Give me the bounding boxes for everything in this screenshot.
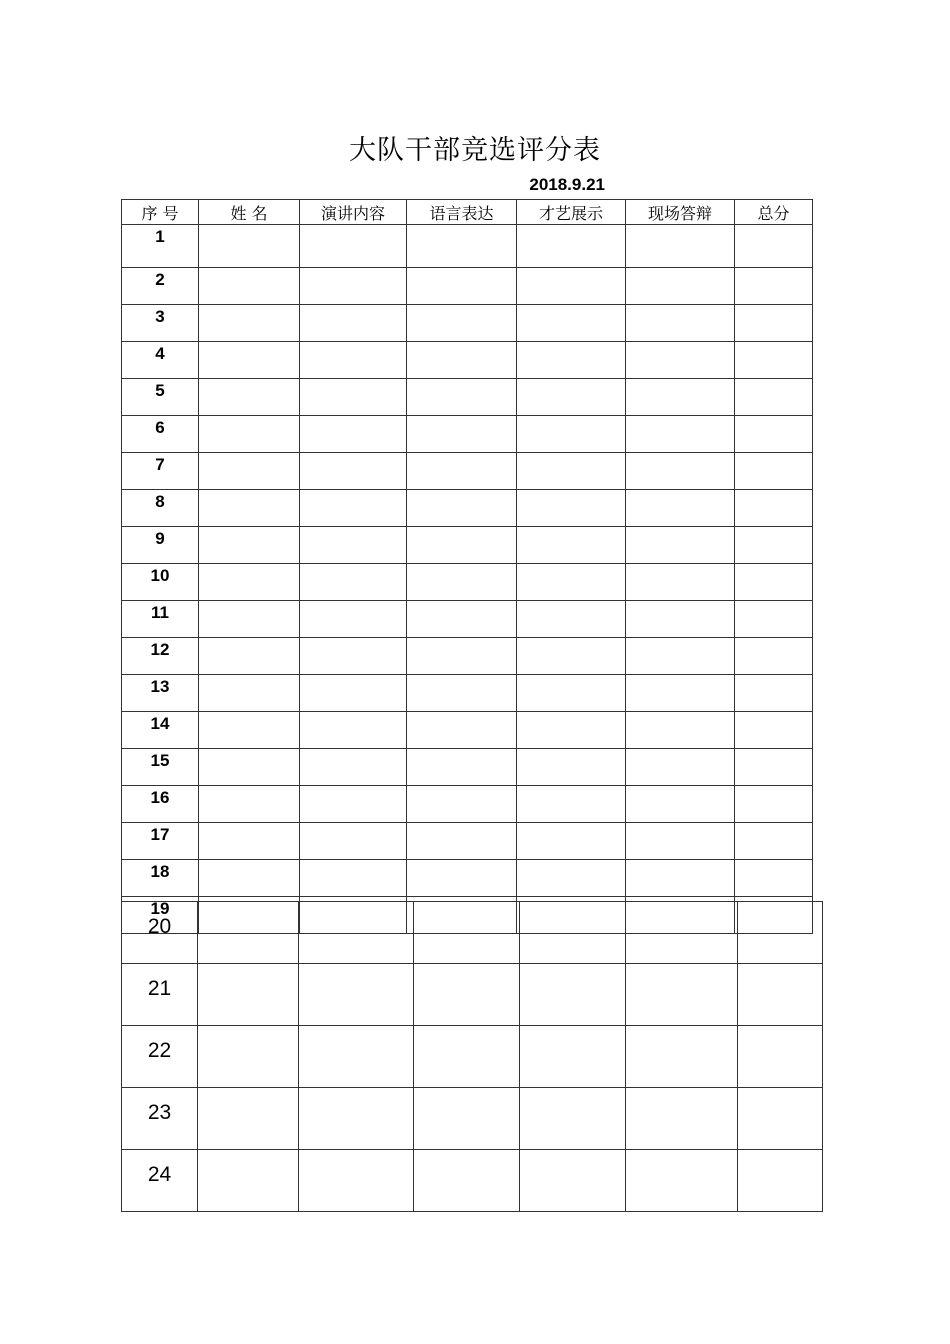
talent-score-cell[interactable] <box>517 305 626 342</box>
expression-score-cell[interactable] <box>414 964 520 1026</box>
talent-score-cell[interactable] <box>517 638 626 675</box>
qa-score-cell[interactable] <box>626 638 735 675</box>
total-score-cell[interactable] <box>735 453 813 490</box>
speech-score-cell[interactable] <box>299 902 414 964</box>
speech-score-cell[interactable] <box>299 1150 414 1212</box>
total-score-cell[interactable] <box>735 638 813 675</box>
qa-score-cell[interactable] <box>626 416 735 453</box>
table-row <box>122 342 813 379</box>
header-talent: 才艺展示 <box>517 200 626 225</box>
row-number-cell: 21 <box>122 964 198 1026</box>
speech-score-cell[interactable] <box>300 527 407 564</box>
talent-score-cell[interactable] <box>517 225 626 268</box>
talent-score-cell[interactable] <box>517 786 626 823</box>
expression-score-cell[interactable] <box>407 490 517 527</box>
expression-score-cell[interactable] <box>407 823 517 860</box>
talent-score-cell[interactable] <box>517 527 626 564</box>
total-score-cell[interactable] <box>735 490 813 527</box>
header-expression: 语言表达 <box>407 200 517 225</box>
qa-score-cell[interactable] <box>626 490 735 527</box>
talent-score-cell[interactable] <box>520 1150 626 1212</box>
talent-score-cell[interactable] <box>520 1088 626 1150</box>
name-cell[interactable] <box>198 1088 299 1150</box>
qa-score-cell[interactable] <box>626 305 735 342</box>
name-cell[interactable] <box>199 675 300 712</box>
table-row <box>122 902 823 964</box>
header-total: 总分 <box>735 200 813 225</box>
total-score-cell[interactable] <box>738 964 823 1026</box>
name-cell[interactable] <box>198 902 299 964</box>
speech-score-cell[interactable] <box>300 712 407 749</box>
header-row <box>122 200 813 225</box>
talent-score-cell[interactable] <box>517 379 626 416</box>
total-score-cell[interactable] <box>735 564 813 601</box>
expression-score-cell[interactable] <box>414 1088 520 1150</box>
qa-score-cell[interactable] <box>626 225 735 268</box>
talent-score-cell[interactable] <box>520 902 626 964</box>
qa-score-cell[interactable] <box>626 964 738 1026</box>
talent-score-cell[interactable] <box>517 453 626 490</box>
page-title: 大队干部竞选评分表 <box>349 135 601 166</box>
header-speech: 演讲内容 <box>300 200 407 225</box>
speech-score-cell[interactable] <box>300 601 407 638</box>
row-number-cell: 11 <box>122 601 199 638</box>
speech-score-cell[interactable] <box>300 379 407 416</box>
total-score-cell[interactable] <box>735 860 813 897</box>
total-score-cell[interactable] <box>735 342 813 379</box>
table-row <box>122 490 813 527</box>
total-score-cell[interactable] <box>738 902 823 964</box>
total-score-cell[interactable] <box>735 749 813 786</box>
speech-score-cell[interactable] <box>299 1088 414 1150</box>
name-cell[interactable] <box>199 225 300 268</box>
row-number-cell: 15 <box>122 749 199 786</box>
expression-score-cell[interactable] <box>407 379 517 416</box>
qa-score-cell[interactable] <box>626 564 735 601</box>
table-row <box>122 564 813 601</box>
expression-score-cell[interactable] <box>407 749 517 786</box>
talent-score-cell[interactable] <box>520 964 626 1026</box>
table-row <box>122 268 813 305</box>
table-row <box>122 786 813 823</box>
table-row <box>122 823 813 860</box>
total-score-cell[interactable] <box>735 601 813 638</box>
speech-score-cell[interactable] <box>300 823 407 860</box>
expression-score-cell[interactable] <box>407 416 517 453</box>
talent-score-cell[interactable] <box>517 416 626 453</box>
name-cell[interactable] <box>199 268 300 305</box>
speech-score-cell[interactable] <box>300 675 407 712</box>
name-cell[interactable] <box>199 342 300 379</box>
name-cell[interactable] <box>198 1026 299 1088</box>
table-row <box>122 964 823 1026</box>
talent-score-cell[interactable] <box>517 823 626 860</box>
qa-score-cell[interactable] <box>626 1150 738 1212</box>
name-cell[interactable] <box>199 564 300 601</box>
qa-score-cell[interactable] <box>626 712 735 749</box>
speech-score-cell[interactable] <box>300 749 407 786</box>
row-number-cell: 9 <box>122 527 199 564</box>
header-index: 序 号 <box>122 200 199 225</box>
qa-score-cell[interactable] <box>626 453 735 490</box>
qa-score-cell[interactable] <box>626 902 738 964</box>
talent-score-cell[interactable] <box>517 342 626 379</box>
speech-score-cell[interactable] <box>299 1026 414 1088</box>
talent-score-cell[interactable] <box>517 601 626 638</box>
qa-score-cell[interactable] <box>626 823 735 860</box>
total-score-cell[interactable] <box>735 225 813 268</box>
qa-score-cell[interactable] <box>626 379 735 416</box>
name-cell[interactable] <box>198 964 299 1026</box>
talent-score-cell[interactable] <box>520 1026 626 1088</box>
qa-score-cell[interactable] <box>626 1088 738 1150</box>
total-score-cell[interactable] <box>738 1026 823 1088</box>
total-score-cell[interactable] <box>738 1150 823 1212</box>
row-number-cell: 17 <box>122 823 199 860</box>
row-number-cell: 24 <box>122 1150 198 1212</box>
date-label: 2018.9.21 <box>529 175 605 194</box>
speech-score-cell[interactable] <box>300 860 407 897</box>
table-row <box>122 379 813 416</box>
name-cell[interactable] <box>199 490 300 527</box>
speech-score-cell[interactable] <box>300 305 407 342</box>
talent-score-cell[interactable] <box>517 749 626 786</box>
total-score-cell[interactable] <box>735 379 813 416</box>
total-score-cell[interactable] <box>735 823 813 860</box>
qa-score-cell[interactable] <box>626 342 735 379</box>
header-qa: 现场答辩 <box>626 200 735 225</box>
expression-score-cell[interactable] <box>407 712 517 749</box>
total-score-cell[interactable] <box>735 305 813 342</box>
table-row <box>122 453 813 490</box>
name-cell[interactable] <box>198 1150 299 1212</box>
talent-score-cell[interactable] <box>517 860 626 897</box>
qa-score-cell[interactable] <box>626 860 735 897</box>
speech-score-cell[interactable] <box>300 638 407 675</box>
qa-score-cell[interactable] <box>626 527 735 564</box>
table-row <box>122 638 813 675</box>
row-number-cell: 20 <box>122 902 198 964</box>
row-number-cell: 2 <box>122 268 199 305</box>
row-number-cell: 23 <box>122 1088 198 1150</box>
row-number-cell: 4 <box>122 342 199 379</box>
score-table <box>121 199 813 934</box>
expression-score-cell[interactable] <box>407 453 517 490</box>
table-row <box>122 225 813 268</box>
name-cell[interactable] <box>199 860 300 897</box>
name-cell[interactable] <box>199 305 300 342</box>
name-cell[interactable] <box>199 379 300 416</box>
name-cell[interactable] <box>199 601 300 638</box>
expression-score-cell[interactable] <box>414 1150 520 1212</box>
expression-score-cell[interactable] <box>407 225 517 268</box>
expression-score-cell[interactable] <box>414 902 520 964</box>
row-number-cell: 13 <box>122 675 199 712</box>
talent-score-cell[interactable] <box>517 712 626 749</box>
row-number-cell: 1 <box>122 225 199 268</box>
table-row <box>122 527 813 564</box>
row-number-cell: 5 <box>122 379 199 416</box>
table-row <box>122 1088 823 1150</box>
row-number-cell: 8 <box>122 490 199 527</box>
expression-score-cell[interactable] <box>407 860 517 897</box>
expression-score-cell[interactable] <box>407 675 517 712</box>
speech-score-cell[interactable] <box>300 490 407 527</box>
header-name: 姓 名 <box>199 200 300 225</box>
table-row <box>122 305 813 342</box>
name-cell[interactable] <box>199 786 300 823</box>
name-cell[interactable] <box>199 527 300 564</box>
expression-score-cell[interactable] <box>407 564 517 601</box>
expression-score-cell[interactable] <box>407 601 517 638</box>
expression-score-cell[interactable] <box>407 786 517 823</box>
talent-score-cell[interactable] <box>517 268 626 305</box>
expression-score-cell[interactable] <box>407 305 517 342</box>
total-score-cell[interactable] <box>735 675 813 712</box>
total-score-cell[interactable] <box>735 416 813 453</box>
table-row <box>122 416 813 453</box>
table-row <box>122 1150 823 1212</box>
qa-score-cell[interactable] <box>626 675 735 712</box>
name-cell[interactable] <box>199 712 300 749</box>
speech-score-cell[interactable] <box>300 564 407 601</box>
expression-score-cell[interactable] <box>407 638 517 675</box>
speech-score-cell[interactable] <box>300 268 407 305</box>
total-score-cell[interactable] <box>735 268 813 305</box>
name-cell[interactable] <box>199 416 300 453</box>
name-cell[interactable] <box>199 638 300 675</box>
qa-score-cell[interactable] <box>626 268 735 305</box>
table-row <box>122 749 813 786</box>
talent-score-cell[interactable] <box>517 490 626 527</box>
row-number-cell: 12 <box>122 638 199 675</box>
row-number-cell: 3 <box>122 305 199 342</box>
total-score-cell[interactable] <box>735 786 813 823</box>
expression-score-cell[interactable] <box>414 1026 520 1088</box>
qa-score-cell[interactable] <box>626 749 735 786</box>
row-number-cell: 18 <box>122 860 199 897</box>
row-number-cell: 6 <box>122 416 199 453</box>
total-score-cell[interactable] <box>735 712 813 749</box>
row-number-cell: 7 <box>122 453 199 490</box>
speech-score-cell[interactable] <box>299 964 414 1026</box>
row-number-cell: 10 <box>122 564 199 601</box>
row-number-cell: 19 <box>122 897 199 934</box>
score-table-continued <box>121 901 823 1212</box>
expression-score-cell[interactable] <box>407 527 517 564</box>
row-number-cell: 22 <box>122 1026 198 1088</box>
name-cell[interactable] <box>199 823 300 860</box>
table-row <box>122 601 813 638</box>
qa-score-cell[interactable] <box>626 786 735 823</box>
table-row <box>122 675 813 712</box>
talent-score-cell[interactable] <box>517 675 626 712</box>
total-score-cell[interactable] <box>738 1088 823 1150</box>
row-number-cell: 14 <box>122 712 199 749</box>
speech-score-cell[interactable] <box>300 786 407 823</box>
table-row <box>122 712 813 749</box>
expression-score-cell[interactable] <box>407 268 517 305</box>
table-row <box>122 860 813 897</box>
qa-score-cell[interactable] <box>626 1026 738 1088</box>
total-score-cell[interactable] <box>735 527 813 564</box>
name-cell[interactable] <box>199 453 300 490</box>
row-number-cell: 16 <box>122 786 199 823</box>
name-cell[interactable] <box>199 749 300 786</box>
speech-score-cell[interactable] <box>300 225 407 268</box>
speech-score-cell[interactable] <box>300 453 407 490</box>
speech-score-cell[interactable] <box>300 416 407 453</box>
speech-score-cell[interactable] <box>300 342 407 379</box>
qa-score-cell[interactable] <box>626 601 735 638</box>
table-row <box>122 1026 823 1088</box>
talent-score-cell[interactable] <box>517 564 626 601</box>
expression-score-cell[interactable] <box>407 342 517 379</box>
